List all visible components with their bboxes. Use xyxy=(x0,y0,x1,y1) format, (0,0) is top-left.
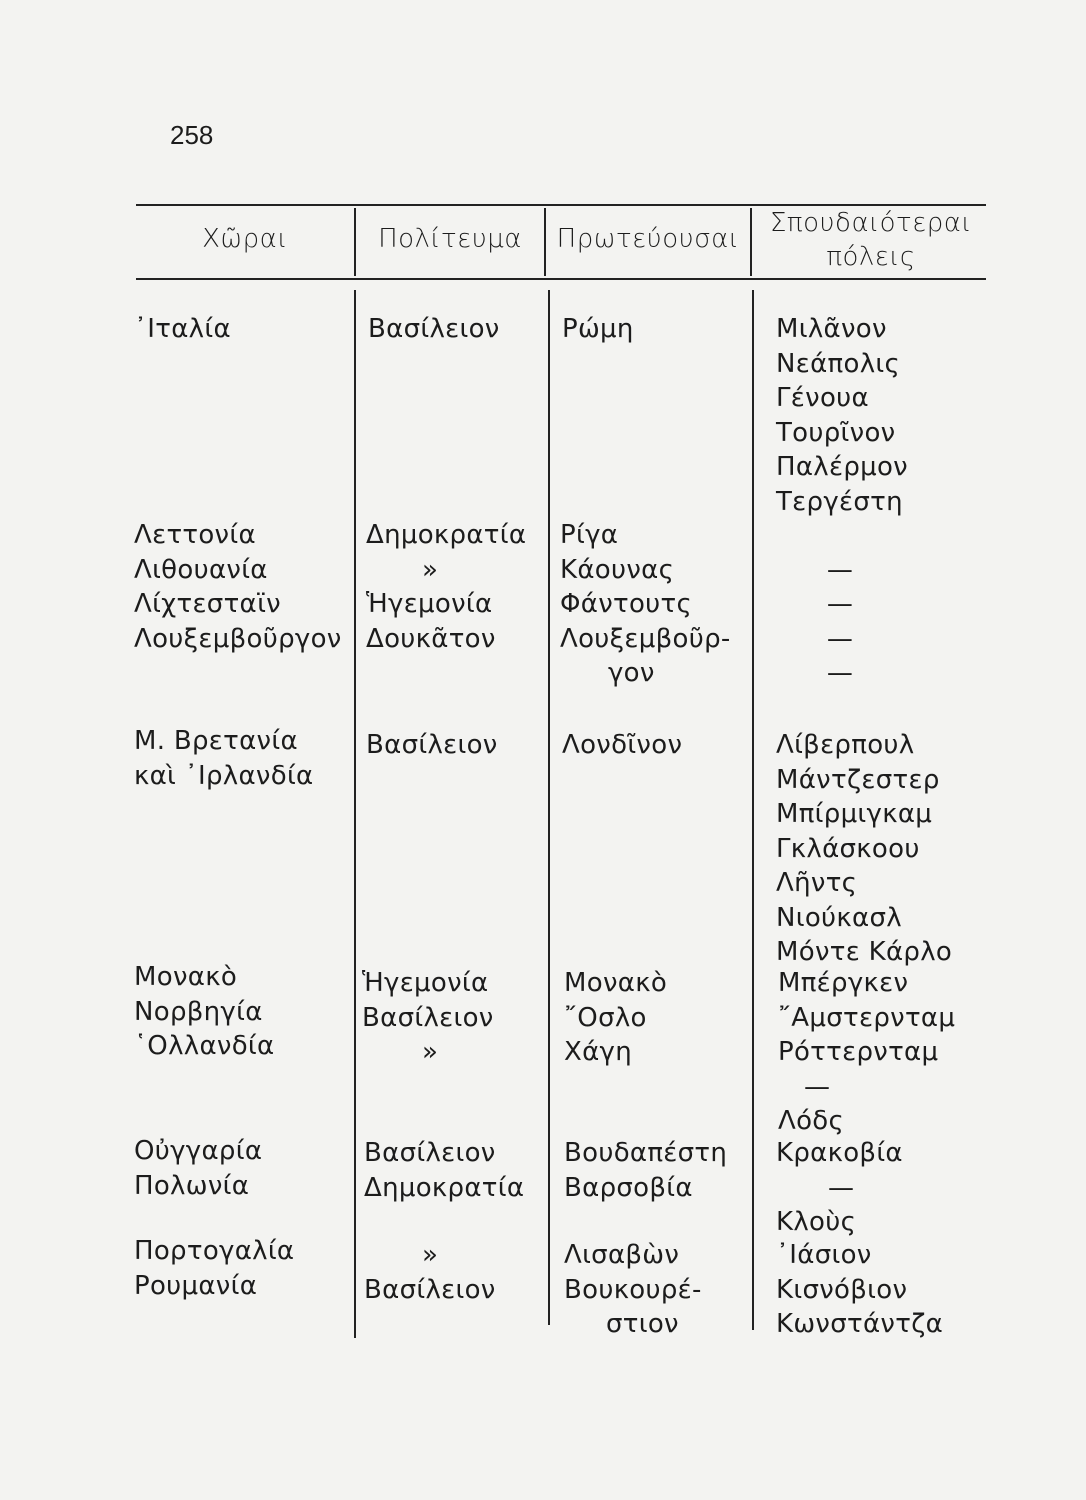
capitals-list xyxy=(560,518,731,691)
capital-cell: Βαρσοβία xyxy=(564,1172,693,1203)
government-cell: » xyxy=(422,1240,439,1270)
capital-cell: Φάντουτς xyxy=(560,589,693,619)
country-cell: ᾿Ιταλία xyxy=(134,314,231,344)
cities-list xyxy=(820,518,860,691)
capital-cell: Λισαβὼν xyxy=(564,1240,680,1270)
country-cell: ῾Ολλανδία xyxy=(134,1031,275,1061)
capital-cell: Λουξεμβοῦρ- xyxy=(560,623,731,654)
capital-cell: Χάγη xyxy=(564,1037,633,1067)
header-capitals: Πρωτεύουσαι xyxy=(556,224,740,254)
capital-cell: Βουκουρέ- xyxy=(564,1274,702,1305)
cities-list xyxy=(776,1136,903,1240)
capitals-list xyxy=(564,1136,727,1205)
city-cell: Μιλᾶνον xyxy=(776,314,887,344)
government-cell: Βασίλειον xyxy=(368,314,500,344)
city-cell: Μάντζεστερ xyxy=(776,764,940,795)
government-cell: Δημοκρατία xyxy=(366,520,527,550)
city-cell: — xyxy=(828,1172,855,1203)
header-divider-2 xyxy=(544,208,546,276)
government-cell: » xyxy=(422,554,439,585)
country-cell: Λεττονία xyxy=(134,520,256,550)
header-cities-line2: πόλεις xyxy=(826,242,916,272)
header-cities xyxy=(756,206,986,274)
country-cell: Λιθουανία xyxy=(134,554,268,585)
cities-list xyxy=(778,966,955,1139)
cities-list xyxy=(776,1238,943,1342)
government-cell: Δημοκρατία xyxy=(364,1172,525,1203)
city-cell: Κλοὺς xyxy=(776,1207,857,1237)
countries-list xyxy=(134,518,342,656)
capitals-list xyxy=(564,1238,702,1342)
country-cell: Λίχτεσταϊν xyxy=(134,589,281,619)
country-cell: Μ. Βρετανία xyxy=(134,726,298,756)
country-cell: Πολωνία xyxy=(134,1170,250,1201)
capitals-list xyxy=(564,966,667,1070)
government-cell: Βασίλειον xyxy=(364,1138,496,1168)
capital-cell: Βουδαπέστη xyxy=(564,1138,728,1168)
country-cell: Λουξεμβοῦργον xyxy=(134,623,342,654)
city-cell: ᾿Ιάσιον xyxy=(776,1240,872,1270)
country-cell: Οὐγγαρία xyxy=(134,1136,263,1166)
government-list xyxy=(364,1136,524,1205)
government-cell: Ἡγεμονία xyxy=(362,968,489,998)
government-cell: Ἡγεμονία xyxy=(366,589,493,619)
page-number: 258 xyxy=(170,120,214,150)
header-government: Πολίτευμα xyxy=(378,224,522,254)
city-cell: Κρακοβία xyxy=(776,1138,903,1168)
government-cell: Βασίλειον xyxy=(366,730,498,760)
capital-cell: γον xyxy=(608,658,655,688)
city-cell: Ρόττερνταμ xyxy=(778,1037,939,1067)
column-divider-2 xyxy=(548,290,550,1325)
header-cities-line1: Σπουδαιότεραι xyxy=(770,208,972,238)
city-cell: Τεργέστη xyxy=(776,486,903,517)
capital-cell: Ρίγα xyxy=(560,520,619,550)
city-cell: Μπίρμιγκαμ xyxy=(776,799,933,829)
city-cell: Μπέργκεν xyxy=(778,968,909,998)
country-cell: Μονακὸ xyxy=(134,962,238,992)
government-cell: » xyxy=(422,1037,439,1067)
city-cell: ῎Αμστερνταμ xyxy=(778,1002,956,1033)
country-cell: Ρουμανία xyxy=(134,1270,258,1301)
city-cell: — xyxy=(826,554,854,585)
cities-list xyxy=(776,728,952,970)
capital-cell: Μονακὸ xyxy=(564,968,668,998)
government-cell: Βασίλειον xyxy=(364,1274,496,1305)
city-cell: — xyxy=(826,589,854,619)
header-countries: Χῶραι xyxy=(202,224,288,254)
city-cell: Παλέρμον xyxy=(776,452,909,482)
header-divider-3 xyxy=(750,208,752,276)
city-cell: Λίβερπουλ xyxy=(776,730,915,760)
column-divider-3 xyxy=(752,290,754,1330)
capital-cell: Ρώμη xyxy=(562,314,634,344)
city-cell: Γκλάσκοου xyxy=(776,833,920,864)
country-cell: Πορτογαλία xyxy=(134,1236,295,1266)
government-list xyxy=(364,1238,496,1307)
cities-list xyxy=(776,312,908,519)
capital-cell: Κάουνας xyxy=(560,554,675,585)
header-bottom-rule xyxy=(136,278,986,280)
country-cell: Νορβηγία xyxy=(134,996,263,1027)
city-cell: Μόντε Κάρλο xyxy=(776,937,953,967)
government-list xyxy=(366,518,526,656)
capital-cell: Λονδῖνον xyxy=(562,730,683,760)
city-cell: Γένουα xyxy=(776,383,869,413)
city-cell xyxy=(820,518,860,553)
city-cell: Κωνστάντζα xyxy=(776,1309,944,1339)
countries-list xyxy=(134,1134,262,1203)
government-cell: Βασίλειον xyxy=(362,1002,494,1033)
countries-list xyxy=(134,960,274,1064)
city-cell: — xyxy=(826,623,854,654)
city-cell: — xyxy=(804,1071,831,1102)
country-cell: καὶ ᾿Ιρλανδία xyxy=(134,760,314,791)
city-cell: Νιούκασλ xyxy=(776,902,902,933)
city-cell: Τουρῖνον xyxy=(776,417,896,448)
city-cell: Νεάπολις xyxy=(776,348,901,379)
city-cell: Κισνόβιον xyxy=(776,1274,908,1305)
government-cell: Δουκᾶτον xyxy=(366,623,496,654)
capital-cell: στιον xyxy=(606,1309,679,1339)
column-divider-1 xyxy=(354,290,356,1338)
government-list xyxy=(362,966,494,1070)
countries-list xyxy=(134,724,314,793)
city-cell: Λῆντς xyxy=(776,868,858,898)
city-cell: — xyxy=(826,658,854,688)
capital-cell: ῎Οσλο xyxy=(564,1002,647,1033)
city-cell: Λόδς xyxy=(778,1106,845,1136)
header-divider-1 xyxy=(354,208,356,276)
countries-list xyxy=(134,1234,294,1303)
